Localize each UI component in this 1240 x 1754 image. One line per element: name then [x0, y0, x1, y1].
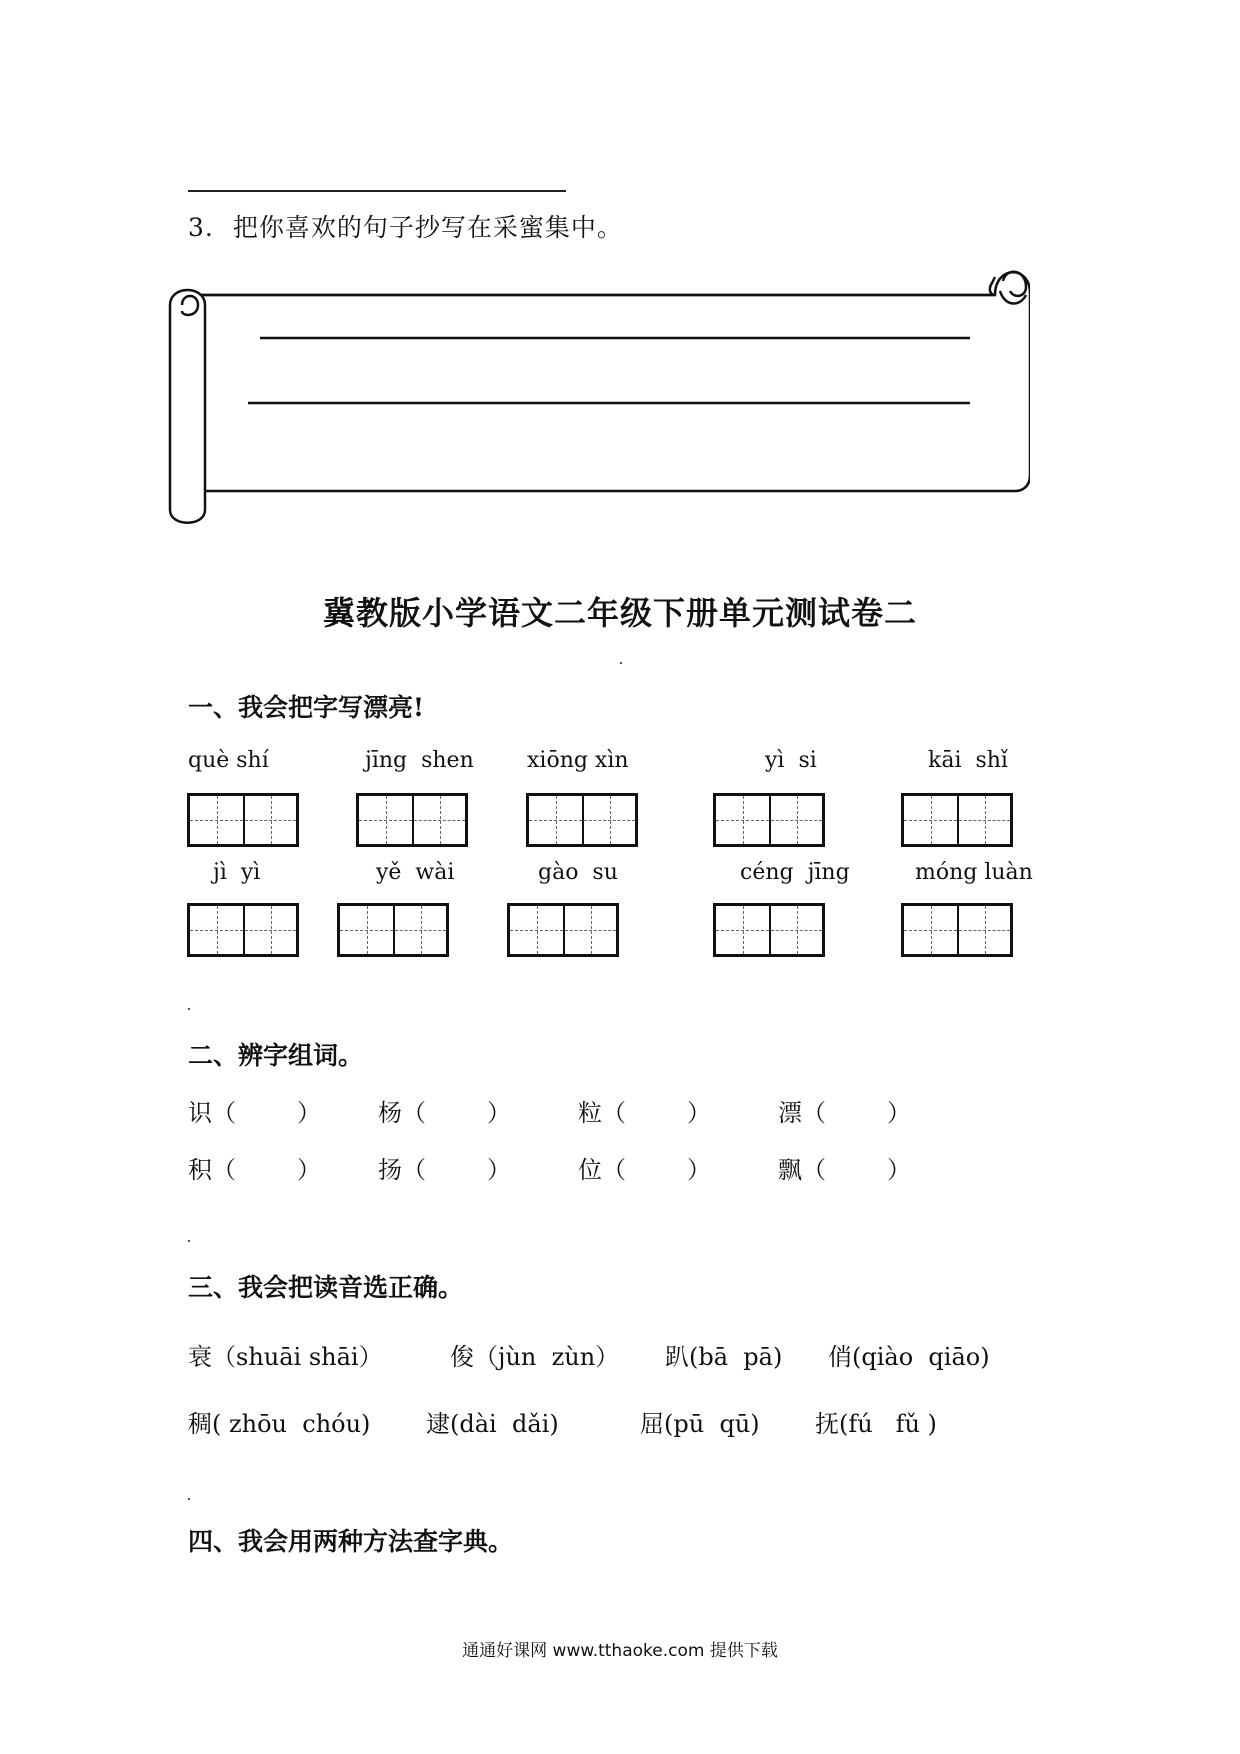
reading-item: 趴(bā pā)	[665, 1343, 783, 1371]
question-3	[188, 208, 623, 244]
writing-grid[interactable]	[713, 793, 825, 847]
stray-dot	[188, 1008, 190, 1010]
writing-grid[interactable]	[187, 793, 299, 847]
answer-line-top	[188, 190, 566, 192]
page-footer: 通通好课网 www.tthaoke.com 提供下载	[462, 1641, 778, 1661]
reading-item: 稠( zhōu chóu)	[188, 1410, 371, 1438]
word-item: 飘（ ）	[778, 1156, 912, 1184]
writing-grid[interactable]	[901, 793, 1013, 847]
reading-item: 衰（shuāi shāi）	[188, 1343, 383, 1371]
section-1-heading: 一、我会把字写漂亮!	[188, 693, 424, 722]
section-3-heading: 三、我会把读音选正确。	[188, 1273, 464, 1302]
pinyin-ye-wai: yě wài	[376, 860, 455, 885]
word-item: 扬（ ）	[378, 1156, 512, 1184]
writing-grid[interactable]	[507, 903, 619, 957]
word-item: 漂（ ）	[778, 1099, 912, 1127]
reading-item: 俏(qiào qiāo)	[828, 1343, 990, 1371]
writing-grid[interactable]	[526, 793, 638, 847]
pinyin-yi-si: yì si	[765, 748, 817, 773]
stray-dot	[188, 1240, 190, 1242]
writing-grid[interactable]	[356, 793, 468, 847]
word-item: 识（ ）	[188, 1099, 322, 1127]
writing-grid[interactable]	[187, 903, 299, 957]
stray-dot	[620, 662, 622, 664]
stray-dot	[188, 1498, 190, 1500]
section-2-heading: 二、辨字组词。	[188, 1041, 364, 1070]
pinyin-mong-luan: móng luàn	[915, 860, 1033, 885]
pinyin-gao-su: gào su	[538, 860, 618, 885]
writing-grid[interactable]	[337, 903, 449, 957]
page-title: 冀教版小学语文二年级下册单元测试卷二	[322, 594, 917, 632]
pinyin-xiong-xin: xiōng xìn	[527, 748, 629, 773]
word-item: 杨（ ）	[378, 1099, 512, 1127]
writing-grid[interactable]	[713, 903, 825, 957]
writing-grid[interactable]	[901, 903, 1013, 957]
word-item: 积（ ）	[188, 1156, 322, 1184]
reading-item: 俊（jùn zùn）	[450, 1343, 620, 1371]
question-3-text: 把你喜欢的句子抄写在采蜜集中。	[232, 213, 623, 242]
reading-item: 屈(pū qū)	[640, 1410, 760, 1438]
pinyin-que-shi: què shí	[188, 748, 269, 773]
word-item: 粒（ ）	[578, 1099, 712, 1127]
scroll-illustration	[160, 255, 1030, 530]
pinyin-jing-shen: jīng shen	[365, 748, 474, 773]
pinyin-ceng-jing: céng jīng	[740, 860, 850, 885]
pinyin-ji-yi: jì yì	[213, 860, 261, 885]
section-4-heading: 四、我会用两种方法查字典。	[188, 1527, 514, 1556]
question-3-number: 3.	[188, 213, 214, 242]
pinyin-kai-shi: kāi shǐ	[928, 748, 1008, 773]
reading-item: 抚(fú fǔ )	[815, 1410, 937, 1438]
reading-item: 逮(dài dǎi)	[426, 1410, 559, 1438]
word-item: 位（ ）	[578, 1156, 712, 1184]
